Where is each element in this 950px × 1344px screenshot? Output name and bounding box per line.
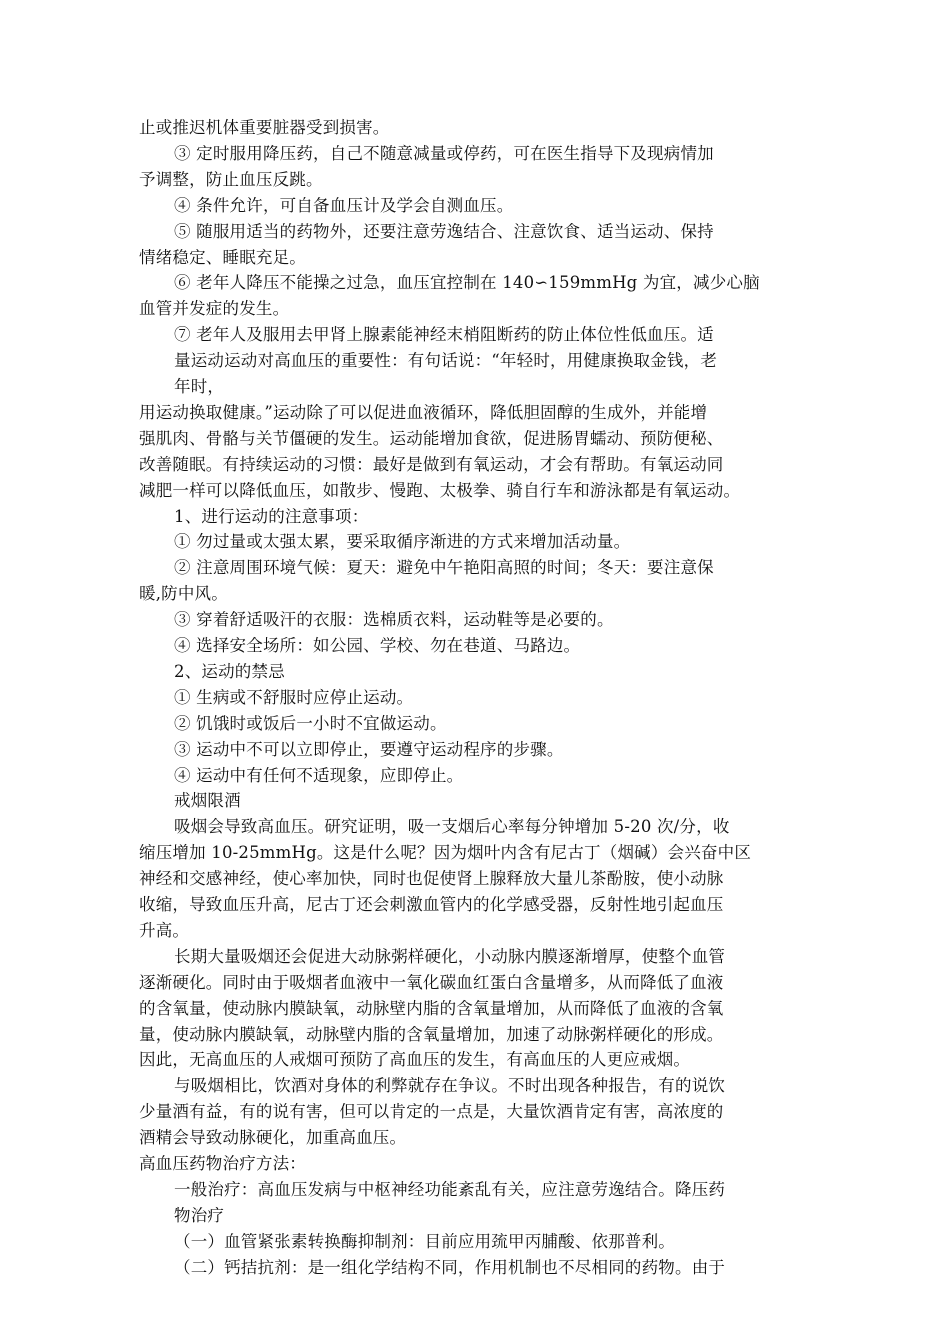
text-line: 止或推迟机体重要脏器受到损害。	[139, 118, 390, 137]
text-line: ④ 选择安全场所：如公园、学校、勿在巷道、马路边。	[174, 636, 581, 655]
text-line: 收缩，导致血压升高，尼古丁还会刺激血管内的化学感受器，反射性地引起血压	[139, 895, 724, 914]
text-line: 血管并发症的发生。	[139, 299, 290, 318]
text-line: 吸烟会导致高血压。研究证明，吸一支烟后心率每分钟增加 5-20 次/分，收	[174, 817, 730, 836]
text-line: 1、进行运动的注意事项：	[174, 507, 369, 526]
text-line: 戒烟限酒	[174, 791, 241, 810]
text-line: 量运动运动对高血压的重要性：有句话说：“年轻时，用健康换取金钱，老	[174, 351, 718, 370]
text-line: 暖,防中风。	[139, 584, 228, 603]
text-line: ④ 条件允许，可自备血压计及学会自测血压。	[174, 196, 514, 215]
text-line: ① 生病或不舒服时应停止运动。	[174, 688, 414, 707]
text-line: 年时，	[174, 377, 225, 396]
text-line: ③ 穿着舒适吸汗的衣服：选棉质衣料，运动鞋等是必要的。	[174, 610, 614, 629]
text-line: 长期大量吸烟还会促进大动脉粥样硬化，小动脉内膜逐渐增厚，使整个血管	[174, 947, 726, 966]
text-line: ① 勿过量或太强太累，要采取循序渐进的方式来增加活动量。	[174, 532, 631, 551]
text-line: 用运动换取健康。”运动除了可以促进血液循环，降低胆固醇的生成外，并能增	[139, 403, 708, 422]
text-line: 逐渐硬化。同时由于吸烟者血液中一氧化碳血红蛋白含量增多，从而降低了血液	[139, 973, 724, 992]
text-line: 量，使动脉内膜缺氧，动脉壁内脂的含氧量增加，加速了动脉粥样硬化的形成。	[139, 1025, 724, 1044]
text-line: 因此，无高血压的人戒烟可预防了高血压的发生，有高血压的人更应戒烟。	[139, 1050, 691, 1069]
text-line: ② 饥饿时或饭后一小时不宜做运动。	[174, 714, 447, 733]
text-line: ⑦ 老年人及服用去甲肾上腺素能神经末梢阻断药的防止体位性低血压。适	[174, 325, 714, 344]
text-line: ④ 运动中有任何不适现象，应即停止。	[174, 766, 464, 785]
text-line: 神经和交感神经，使心率加快，同时也促使肾上腺释放大量儿茶酚胺，使小动脉	[139, 869, 724, 888]
text-line: 酒精会导致动脉硬化，加重高血压。	[139, 1128, 407, 1147]
text-line: 高血压药物治疗方法：	[139, 1154, 306, 1173]
text-line: 升高。	[139, 921, 190, 940]
text-line: 物治疗	[174, 1206, 225, 1225]
text-line: （一）血管紧张素转换酶抑制剂：目前应用巯甲丙脯酸、依那普利。	[174, 1232, 675, 1251]
text-line: 减肥一样可以降低血压，如散步、慢跑、太极拳、骑自行车和游泳都是有氧运动。	[139, 481, 741, 500]
text-line: （二）钙拮抗剂：是一组化学结构不同，作用机制也不尽相同的药物。由于	[174, 1258, 726, 1277]
text-line: 情绪稳定、睡眠充足。	[139, 248, 306, 267]
text-line: 与吸烟相比，饮酒对身体的利弊就存在争议。不时出现各种报告，有的说饮	[174, 1076, 726, 1095]
text-line: 的含氧量，使动脉内膜缺氧，动脉壁内脂的含氧量增加，从而降低了血液的含氧	[139, 999, 724, 1018]
text-line: 少量酒有益，有的说有害，但可以肯定的一点是，大量饮酒肯定有害，高浓度的	[139, 1102, 724, 1121]
text-line: ③ 运动中不可以立即停止，要遵守运动程序的步骤。	[174, 740, 564, 759]
text-line: ⑤ 随服用适当的药物外，还要注意劳逸结合、注意饮食、适当运动、保持	[174, 222, 714, 241]
text-line: 缩压增加 10-25mmHg。这是什么呢？因为烟叶内含有尼古丁（烟碱）会兴奋中区	[139, 843, 752, 862]
text-line: 予调整，防止血压反跳。	[139, 170, 323, 189]
text-line: ② 注意周围环境气候：夏天：避免中午艳阳高照的时间；冬天：要注意保	[174, 558, 714, 577]
text-line: ⑥ 老年人降压不能操之过急，血压宜控制在 140∽159mmHg 为宜，减少心脑	[174, 273, 760, 292]
text-line: 强肌肉、骨骼与关节僵硬的发生。运动能增加食欲，促进肠胃蠕动、预防便秘、	[139, 429, 724, 448]
text-line: ③ 定时服用降压药，自己不随意减量或停药，可在医生指导下及现病情加	[174, 144, 714, 163]
text-line: 改善随眠。有持续运动的习惯：最好是做到有氧运动，才会有帮助。有氧运动同	[139, 455, 724, 474]
text-line: 2、运动的禁忌	[174, 662, 285, 681]
text-line: 一般治疗：高血压发病与中枢神经功能紊乱有关，应注意劳逸结合。降压药	[174, 1180, 726, 1199]
